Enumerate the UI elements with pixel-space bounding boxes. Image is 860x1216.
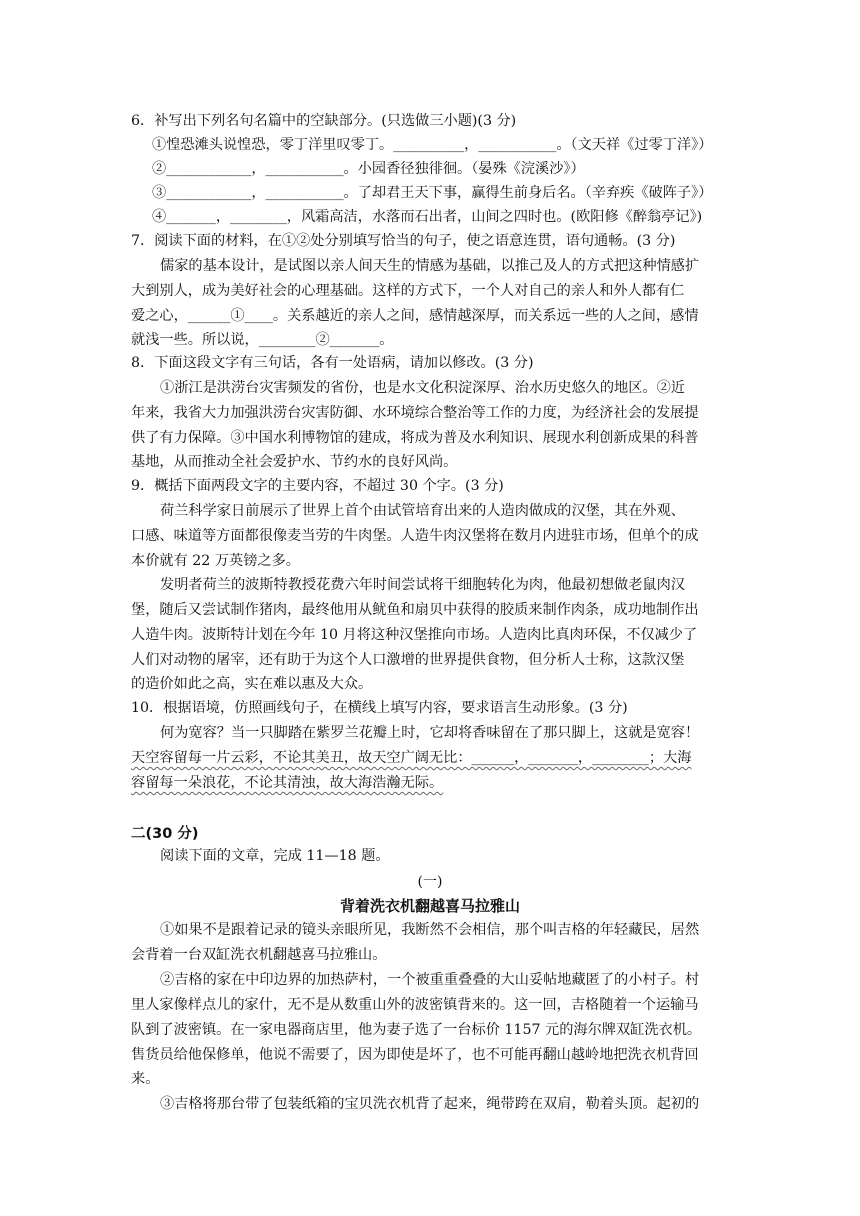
question-8-line: 供了有力保障。③中国水利博物馆的建成，将成为普及水利知识、展现水利创新成果的科普 [131, 430, 699, 446]
subsection-label: (一) [417, 874, 443, 890]
question-9-line: 发明者荷兰的波斯特教授花费六年时间尝试将干细胞转化为肉，他最初想做老鼠肉汉 [160, 577, 685, 593]
article-line: 来。 [131, 1071, 160, 1087]
article-line: 会背着一台双缸洗衣机翻越喜马拉雅山。 [131, 947, 387, 963]
question-9-line: 本价就有 22 万英镑之多。 [131, 553, 300, 569]
question-9-line: 荷兰科学家日前展示了世界上首个由试管培育出来的人造肉做成的汉堡，其在外观、 [160, 503, 685, 519]
question-9-line: 人们对动物的屠宰，还有助于为这个人口激增的世界提供食物，但分析人士称，这款汉堡 [131, 652, 685, 668]
question-9-line: 的造价如此之高，实在难以惠及大众。 [131, 676, 373, 692]
question-8-title: 8．下面这段文字有三句话，各有一处语病，请加以修改。(3 分) [131, 355, 534, 371]
question-9-line: 人造牛肉。波斯特计划在今年 10 月将这种汉堡推向市场。人造肉比真肉环保，不仅减少了 [131, 627, 698, 643]
question-8-line: 年来，我省大力加强洪涝台灾害防御、水环境综合整治等工作的力度，为经济社会的发展提 [131, 405, 699, 421]
article-title: 背着洗衣机翻越喜马拉雅山 [339, 897, 520, 915]
question-10-line: 何为宽容？当一只脚踏在紫罗兰花瓣上时，它却将香味留在了那只脚上，这就是宽容！ [160, 725, 700, 741]
question-6-item-4: ④_______，________，风霜高洁，水落而石出者，山间之四时也。(欧阳修《醉翁亭记》) [152, 209, 703, 225]
question-10-underlined-line: 天空容留每一片云彩，不论其美丑，故天空广阔无比：______，_______，________；大海 [131, 750, 692, 766]
question-9-line: 口感、味道等方面都很像麦当劳的牛肉堡。人造牛肉汉堡将在数月内进驻市场，但单个的成 [131, 528, 699, 544]
question-8-line: 基地，从而推动全社会爱护水、节约水的良好风尚。 [131, 454, 458, 470]
question-6-item-2: ②____________，___________。小园香径独徘徊。（晏殊《浣溪沙》） [152, 161, 585, 177]
question-7-line: 爱之心，______①____。关系越近的亲人之间，感情越深厚，而关系远一些的人之间，感情 [131, 308, 699, 324]
question-6-item-3: ③____________，___________。了却君王天下事，赢得生前身后名。（辛弃疾《破阵子》） [152, 185, 713, 201]
article-line: 队到了波密镇。在一家电器商店里，他为妻子选了一台标价 1157 元的海尔牌双缸洗衣机。 [131, 1022, 702, 1038]
article-line: ③吉格将那台带了包装纸箱的宝贝洗衣机背了起来，绳带跨在双肩，勒着头顶。起初的 [160, 1096, 700, 1112]
section-intro: 阅读下面的文章，完成 11—18 题。 [160, 848, 390, 864]
section-heading: 二(30 分) [131, 826, 199, 842]
question-7-line: 大到别人，成为美好社会的心理基础。这样的方式下，一个人对自己的亲人和外人都有仁 [131, 283, 685, 299]
article-line: 售货员给他保修单，他说不需要了，因为即使是坏了，也不可能再翻山越岭地把洗衣机背回 [131, 1047, 699, 1063]
question-6-title: 6．补写出下列名句名篇中的空缺部分。(只选做三小题)(3 分) [131, 113, 517, 129]
question-10-title: 10．根据语境，仿照画线句子，在横线上填写内容，要求语言生动形象。(3 分) [131, 700, 628, 716]
question-7-line: 儒家的基本设计，是试图以亲人间天生的情感为基础，以推己及人的方式把这种情感扩 [160, 258, 700, 274]
question-7-title: 7．阅读下面的材料，在①②处分别填写恰当的句子，使之语意连贯，语句通畅。(3 分) [131, 233, 676, 249]
question-6-item-1: ①惶恐滩头说惶恐，零丁洋里叹零丁。__________，___________。（文天祥《过零丁洋》） [152, 137, 713, 153]
question-9-title: 9．概括下面两段文字的主要内容，不超过 30 个字。(3 分) [131, 478, 504, 494]
article-line: ②吉格的家在中印边界的加热萨村，一个被重重叠叠的大山妥帖地藏匿了的小村子。村 [160, 972, 700, 988]
article-line: 里人家像样点儿的家什，无不是从数重山外的波密镇背来的。这一回，吉格随着一个运输马 [131, 997, 699, 1013]
question-8-line: ①浙江是洪涝台灾害频发的省份，也是水文化积淀深厚、治水历史悠久的地区。②近 [160, 380, 685, 396]
question-7-line: 就浅一些。所以说，________②_______。 [131, 332, 394, 348]
article-line: ①如果不是跟着记录的镜头亲眼所见，我断然不会相信，那个叫吉格的年轻藏民，居然 [160, 922, 700, 938]
question-9-line: 堡，随后又尝试制作猪肉，最终他用从鱿鱼和扇贝中获得的胶质来制作肉条，成功地制作出 [131, 602, 699, 618]
question-10-underlined-line: 容留每一朵浪花，不论其清浊，故大海浩瀚无际。 [131, 775, 444, 791]
